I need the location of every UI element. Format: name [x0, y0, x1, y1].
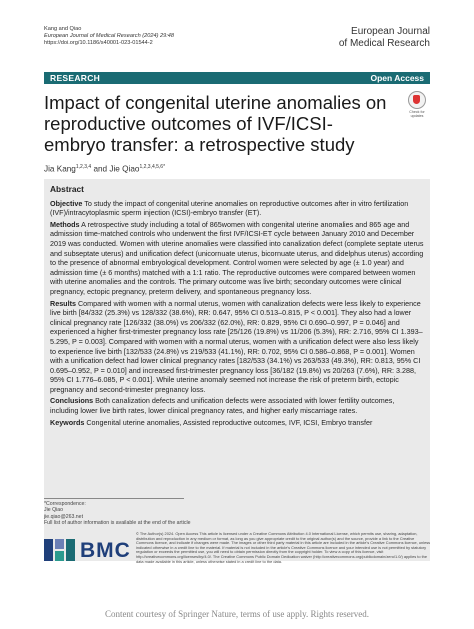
correspondence-label: *Correspondence: [44, 501, 86, 507]
citation-block [44, 26, 174, 47]
abstract-conclusions [50, 396, 424, 415]
journal-name [339, 26, 430, 50]
check-updates-label: Check for updates [409, 110, 425, 119]
correspondence-name: Jie Qiao [44, 507, 64, 514]
open-access-label: Open Access [370, 73, 424, 83]
journal-name-line2: of Medical Research [338, 38, 430, 49]
doi-link[interactable]: https://doi.org/10.1186/s40001-023-01544-2 [44, 40, 153, 46]
logo-text: BMC [80, 539, 131, 562]
keywords-text: Congenital uterine anomalies, Assisted reproductive outcomes, IVF, ICSI, Embryo transfer [86, 417, 373, 427]
methods-text: A retrospective study including a total of 865women with congenital uterine anomalies and 865 age and admission time-matched controls who underwent the first IVF/ICSI-ET cycle between January 2010 and December 2019 was conducted. Women with uterine anomalies were classified into canalization defect (complete septate uterus and subseptate uterus) and unification defect (unicornuate uterus, bicornuate uterus, and didelphus uterus) according to the presence of abnormal embryological development. Control women were selected by age (± 1.0 year) and admission time (± 6 months) matched with a 1:1 ratio. The reproductive outcomes were compared between women with uterine anomalies and the controls. The primary outcome was live birth; secondary outcomes were clinical pregnancy, ectopic pregnancy, preterm delivery, and spontaneous pregnancy loss. [50, 219, 424, 296]
correspondence-email[interactable]: jie.qiao@263.net [44, 513, 84, 520]
article-title: Impact of congenital uterine anomalies on reproductive outcomes of IVF/ICSI-embryo transfer: a retrospective study [44, 92, 387, 155]
author-affiliation-marks: 1,2,3,4 [75, 164, 92, 170]
conclusions-text: Both canalization defects and unification defects were associated with lower fertility outcomes, including lower live birth rates, lower clinical pregnancy rates, and higher early miscarriage rates. [50, 396, 395, 416]
section-banner [44, 72, 430, 84]
results-label: Results [50, 298, 76, 308]
abstract-methods [50, 220, 424, 297]
author-name[interactable]: Jie Qiao [109, 164, 140, 174]
objective-label: Objective [50, 198, 83, 208]
correspondence-footnote [44, 498, 294, 527]
logo-square-icon [66, 539, 75, 561]
conclusions-label: Conclusions [50, 396, 94, 406]
license-text: © The Author(s) 2024. Open Access This article is licensed under a Creative Commons Attribution 4.0 International License, which permits use, sharing, adaptation, distribution and reproduction in any medium or format, as long as you give appropriate credit to the original author(s) and the source, provide a link to the Creative Commons licence, and indicate if changes were made. The images or other third party material in this article are included in the article's Creative Commons licence, unless indicated otherwise in a credit line to the material. If material is not included in the article's Creative Commons licence and your intended use is not permitted by statutory regulation or exceeds the permitted use, you will need to obtain permission directly from the copyright holder. To view a copy of this licence, visit http://creativecommons.org/licenses/by/4.0/. The Creative Commons Public Domain Dedication waiver (http://creativecommons.org/publicdomain/zero/1.0/) applies to the data made available in this article, unless otherwise stated in a credit line to the data. [136, 531, 431, 564]
check-updates-button[interactable] [404, 91, 430, 118]
journal-name-line1: European Journal [351, 26, 430, 37]
methods-label: Methods [50, 219, 80, 229]
logo-square-icon [55, 539, 64, 549]
courtesy-credit: Content courtesy of Springer Nature, terms of use apply. Rights reserved. [104, 609, 370, 619]
logo-square-icon [55, 551, 64, 561]
objective-text: To study the impact of congenital uterine anomalies on reproductive outcomes after in vitro fertilization (IVF)/intracytoplasmic sperm injection (ICSI)-embryo transfer (ET). [50, 198, 409, 218]
abstract-results [50, 299, 424, 395]
abstract-objective [50, 199, 424, 218]
keywords-label: Keywords [50, 417, 85, 427]
footnote-divider [44, 498, 184, 499]
abstract-keywords [50, 418, 424, 428]
short-authors: Kang and Qiao [44, 26, 82, 32]
results-text: Compared with women with a normal uterus, women with canalization defects were less likely to experience live birth [84/332 (25.3%) vs 128/332 (38.6%), RR: 0.647, 95% CI 0.513–0.815, P < 0.001]. They also had a lower clinical pregnancy rate [126/332 (38.0%) vs 206/332 (62.0%), RR: 0.829, 95% CI 0.690–0.997, P = 0.046] and experienced a higher first-trimester pregnancy loss rate [25/126 (19.8%) vs 11/206 (5.3%), RR: 2.716, 95% CI 1.393–5.295, P = 0.003]. Compared with women with a normal uterus, women with a unification defect were also less likely to experience live birth [132/533 (24.8%) vs 219/533 (41.1%), RR: 0.702, 95% CI 0.586–0.868, P = 0.001]. Women with a unification defect had lower clinical pregnancy rates [182/533 (34.1%) vs 263/533 (49.3%), RR: 0.813, 95% CI 0.695–0.952, P = 0.010] and increased first-trimester pregnancy loss [36/182 (19.8%) vs 20/263 (7.6%), RR: 3.288, 95% CI 1.776–6.085, P < 0.001]. While uterine anomaly seemed not increase the risk of preterm birth, ectopic pregnancy and second-trimester pregnancy loss. [50, 298, 423, 394]
year-pages: (2024) 29:48 [142, 33, 174, 39]
author-name[interactable]: Jia Kang [44, 164, 76, 174]
bmc-logo [44, 536, 134, 566]
affiliation-note: Full list of author information is available at the end of the article [44, 520, 191, 527]
author-conjunction: and [91, 164, 110, 174]
journal-citation: European Journal of Medical Research [44, 33, 141, 39]
check-updates-icon [408, 91, 426, 109]
abstract-heading: Abstract [50, 184, 84, 194]
section-label: RESEARCH [50, 73, 101, 83]
author-list [44, 164, 165, 174]
logo-square-icon [44, 539, 53, 561]
author-affiliation-marks: 1,2,3,4,5,6* [139, 164, 166, 170]
